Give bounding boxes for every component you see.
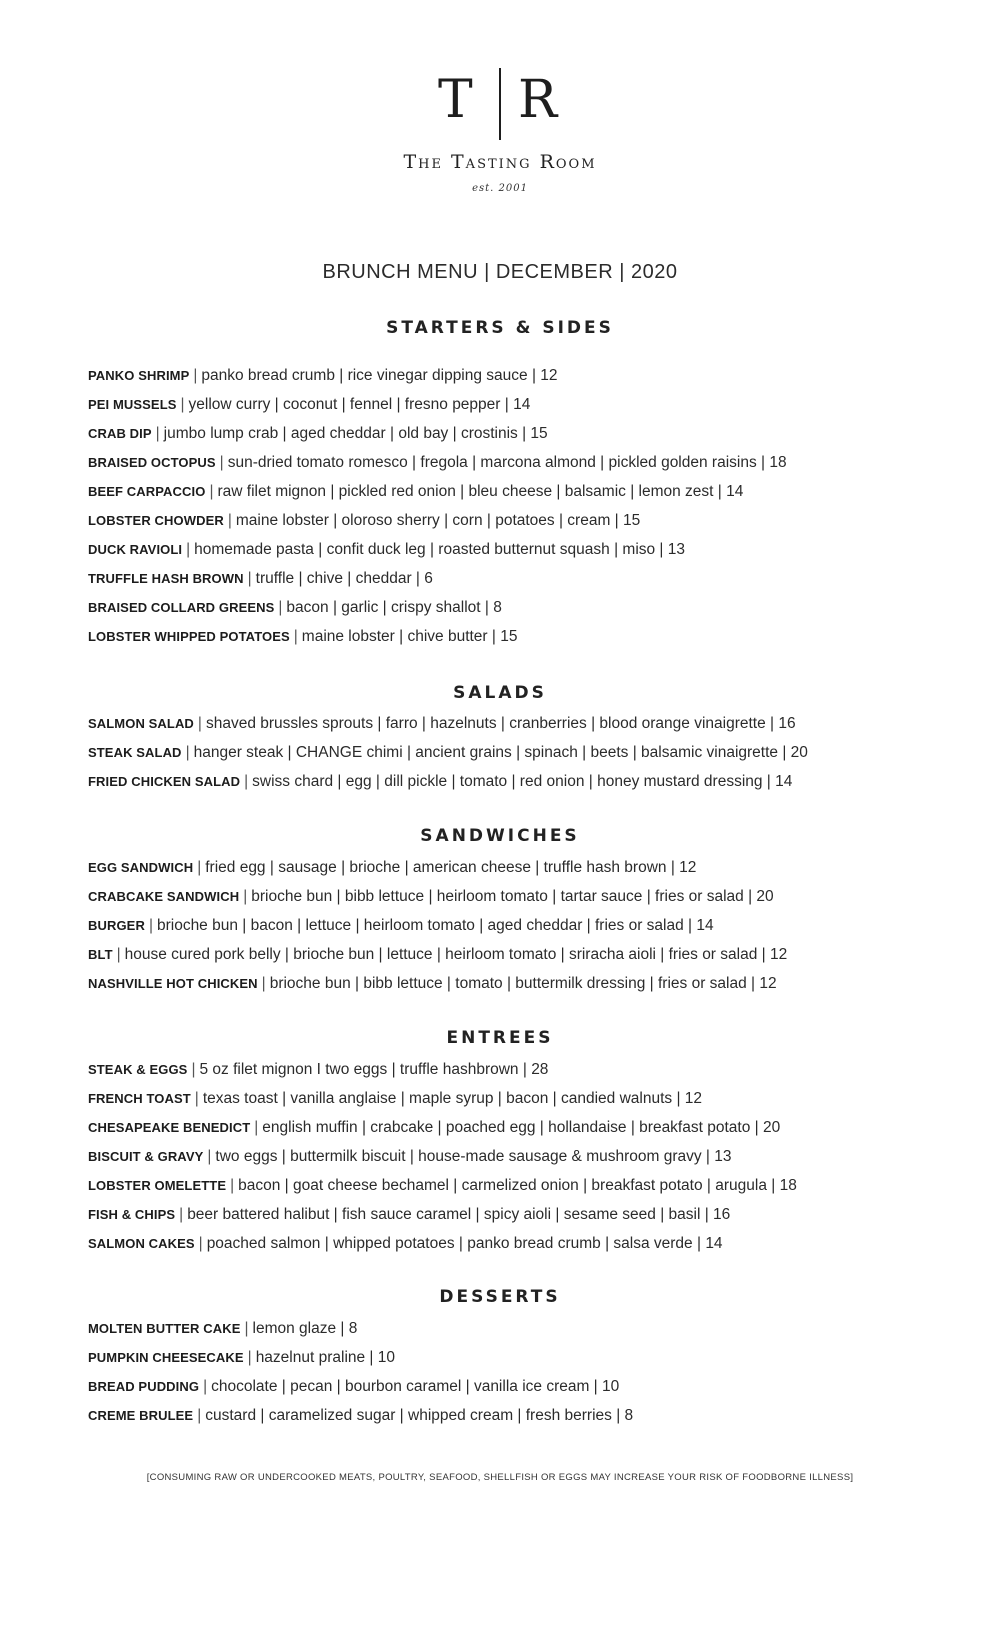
item-name: CRAB DIP	[88, 426, 152, 441]
item-description: homemade pasta | confit duck leg | roasted butternut squash | miso | 13	[194, 541, 686, 558]
menu-item: FRIED CHICKEN SALAD | swiss chard | egg | dill pickle | tomato | red onion | honey mustard dressing | 14	[88, 773, 793, 790]
item-description: truffle | chive | cheddar | 6	[255, 570, 433, 587]
item-description: chocolate | pecan | bourbon caramel | vanilla ice cream | 10	[211, 1378, 620, 1395]
item-name: CREME BRULEE	[88, 1408, 194, 1423]
item-name: BLT	[88, 947, 113, 962]
menu-item: CREME BRULEE | custard | caramelized sugar | whipped cream | fresh berries | 8	[88, 1407, 634, 1424]
menu-item: LOBSTER WHIPPED POTATOES | maine lobster | chive butter | 15	[88, 628, 518, 645]
menu-item: FISH & CHIPS | beer battered halibut | fish sauce caramel | spicy aioli | sesame seed | basil | 16	[88, 1206, 731, 1223]
item-description: house cured pork belly | brioche bun | lettuce | heirloom tomato | sriracha aioli | fries or salad | 12	[124, 946, 788, 963]
menu-item: STEAK & EGGS | 5 oz filet mignon I two eggs | truffle hashbrown | 28	[88, 1061, 549, 1078]
item-name: FRENCH TOAST	[88, 1091, 191, 1106]
item-description: shaved brussles sprouts | farro | hazelnuts | cranberries | blood orange vinaigrette | 16	[205, 715, 796, 732]
item-name: CHESAPEAKE BENEDICT	[88, 1120, 251, 1135]
item-name: BEEF CARPACCIO	[88, 484, 206, 499]
item-description: texas toast | vanilla anglaise | maple syrup | bacon | candied walnuts | 12	[202, 1090, 703, 1107]
item-description: sun-dried tomato romesco | fregola | marcona almond | pickled golden raisins | 18	[227, 454, 787, 471]
item-description: brioche bun | bibb lettuce | heirloom tomato | tartar sauce | fries or salad | 20	[251, 888, 774, 905]
item-description: bacon | goat cheese bechamel | carmelized onion | breakfast potato | arugula | 18	[238, 1177, 797, 1194]
item-description: two eggs | buttermilk biscuit | house-made sausage & mushroom gravy | 13	[215, 1148, 732, 1165]
menu-item: NASHVILLE HOT CHICKEN | brioche bun | bibb lettuce | tomato | buttermilk dressing | fries or salad | 12	[88, 975, 777, 992]
item-name: LOBSTER WHIPPED POTATOES	[88, 629, 290, 644]
item-description: fried egg | sausage | brioche | american cheese | truffle hash brown | 12	[205, 859, 697, 876]
item-name: SALMON SALAD	[88, 716, 194, 731]
item-name: CRABCAKE SANDWICH	[88, 889, 240, 904]
established-year: est. 2001	[472, 183, 528, 194]
item-name: STEAK & EGGS	[88, 1062, 188, 1077]
item-description: hazelnut praline | 10	[255, 1349, 396, 1366]
menu-item: TRUFFLE HASH BROWN | truffle | chive | cheddar | 6	[88, 570, 433, 587]
item-description: jumbo lump crab | aged cheddar | old bay | crostinis | 15	[163, 425, 548, 442]
item-description: swiss chard | egg | dill pickle | tomato | red onion | honey mustard dressing | 14	[252, 773, 793, 790]
item-name: STEAK SALAD	[88, 745, 182, 760]
logo-monogram	[0, 62, 1000, 152]
restaurant-name: The Tasting Room	[403, 151, 597, 173]
item-name: BREAD PUDDING	[88, 1379, 200, 1394]
menu-item: BRAISED OCTOPUS | sun-dried tomato romesco | fregola | marcona almond | pickled golden raisins | 18	[88, 454, 787, 471]
menu-item: FRENCH TOAST | texas toast | vanilla anglaise | maple syrup | bacon | candied walnuts | 12	[88, 1090, 703, 1107]
item-name: BRAISED COLLARD GREENS	[88, 600, 275, 615]
item-name: PEI MUSSELS	[88, 397, 177, 412]
menu-item: CRAB DIP | jumbo lump crab | aged cheddar | old bay | crostinis | 15	[88, 425, 548, 442]
item-description: panko bread crumb | rice vinegar dipping sauce | 12	[201, 367, 558, 384]
food-safety-disclaimer: [CONSUMING RAW OR UNDERCOOKED MEATS, POULTRY, SEAFOOD, SHELLFISH OR EGGS MAY INCREASE YOUR RISK OF FOODBORNE ILLNESS]	[146, 1472, 854, 1483]
logo-letter-t: T	[438, 70, 473, 130]
item-description: 5 oz filet mignon I two eggs | truffle hashbrown | 28	[199, 1061, 549, 1078]
item-name: TRUFFLE HASH BROWN	[88, 571, 244, 586]
item-name: NASHVILLE HOT CHICKEN	[88, 976, 258, 991]
item-name: MOLTEN BUTTER CAKE	[88, 1321, 241, 1336]
item-description: beer battered halibut | fish sauce caramel | spicy aioli | sesame seed | basil | 16	[187, 1206, 731, 1223]
item-description: hanger steak | CHANGE chimi | ancient grains | spinach | beets | balsamic vinaigrette | 20	[193, 744, 808, 761]
item-name: PUMPKIN CHEESECAKE	[88, 1350, 244, 1365]
item-name: BRAISED OCTOPUS	[88, 455, 216, 470]
menu-item: SALMON SALAD | shaved brussles sprouts | farro | hazelnuts | cranberries | blood orange vinaigrette | 16	[88, 715, 796, 732]
item-description: bacon | garlic | crispy shallot | 8	[286, 599, 502, 616]
item-name: DUCK RAVIOLI	[88, 542, 183, 557]
menu-item: CHESAPEAKE BENEDICT | english muffin | crabcake | poached egg | hollandaise | breakfast potato | 20	[88, 1119, 781, 1136]
menu-item: PUMPKIN CHEESECAKE | hazelnut praline | 10	[88, 1349, 396, 1366]
menu-item: BISCUIT & GRAVY | two eggs | buttermilk biscuit | house-made sausage & mushroom gravy | 13	[88, 1148, 732, 1165]
menu-title: BRUNCH MENU | DECEMBER | 2020	[322, 261, 678, 283]
section-heading-entrees: ENTREES	[446, 1028, 554, 1048]
menu-item: LOBSTER OMELETTE | bacon | goat cheese bechamel | carmelized onion | breakfast potato | arugula | 18	[88, 1177, 797, 1194]
section-heading-sandwiches: SANDWICHES	[420, 826, 580, 846]
section-heading-starters: STARTERS & SIDES	[386, 318, 614, 338]
item-description: maine lobster | oloroso sherry | corn | potatoes | cream | 15	[235, 512, 641, 529]
menu-item: LOBSTER CHOWDER | maine lobster | oloroso sherry | corn | potatoes | cream | 15	[88, 512, 641, 529]
menu-item: BURGER | brioche bun | bacon | lettuce | heirloom tomato | aged cheddar | fries or salad | 14	[88, 917, 714, 934]
item-name: FRIED CHICKEN SALAD	[88, 774, 241, 789]
item-name: LOBSTER OMELETTE	[88, 1178, 227, 1193]
logo-letter-r: R	[518, 70, 558, 130]
menu-item: SALMON CAKES | poached salmon | whipped potatoes | panko bread crumb | salsa verde | 14	[88, 1235, 723, 1252]
item-description: raw filet mignon | pickled red onion | bleu cheese | balsamic | lemon zest | 14	[217, 483, 744, 500]
item-description: poached salmon | whipped potatoes | panko bread crumb | salsa verde | 14	[206, 1235, 723, 1252]
item-description: yellow curry | coconut | fennel | fresno pepper | 14	[188, 396, 531, 413]
item-description: brioche bun | bibb lettuce | tomato | buttermilk dressing | fries or salad | 12	[269, 975, 777, 992]
item-description: custard | caramelized sugar | whipped cream | fresh berries | 8	[205, 1407, 634, 1424]
item-name: LOBSTER CHOWDER	[88, 513, 224, 528]
menu-item: PEI MUSSELS | yellow curry | coconut | fennel | fresno pepper | 14	[88, 396, 531, 413]
item-name: PANKO SHRIMP	[88, 368, 190, 383]
item-description: english muffin | crabcake | poached egg | hollandaise | breakfast potato | 20	[262, 1119, 781, 1136]
item-name: EGG SANDWICH	[88, 860, 194, 875]
menu-item: EGG SANDWICH | fried egg | sausage | brioche | american cheese | truffle hash brown | 12	[88, 859, 697, 876]
item-description: maine lobster | chive butter | 15	[301, 628, 518, 645]
item-name: SALMON CAKES	[88, 1236, 195, 1251]
item-description: lemon glaze | 8	[252, 1320, 358, 1337]
menu-item: BEEF CARPACCIO | raw filet mignon | pickled red onion | bleu cheese | balsamic | lemon zest | 14	[88, 483, 744, 500]
menu-item: CRABCAKE SANDWICH | brioche bun | bibb lettuce | heirloom tomato | tartar sauce | fries or salad | 20	[88, 888, 774, 905]
menu-item: DUCK RAVIOLI | homemade pasta | confit duck leg | roasted butternut squash | miso | 13	[88, 541, 686, 558]
section-heading-desserts: DESSERTS	[439, 1287, 561, 1307]
item-name: BISCUIT & GRAVY	[88, 1149, 204, 1164]
logo-divider	[499, 68, 501, 140]
item-name: FISH & CHIPS	[88, 1207, 176, 1222]
menu-item: MOLTEN BUTTER CAKE | lemon glaze | 8	[88, 1320, 358, 1337]
menu-item: BRAISED COLLARD GREENS | bacon | garlic | crispy shallot | 8	[88, 599, 502, 616]
menu-item: BREAD PUDDING | chocolate | pecan | bourbon caramel | vanilla ice cream | 10	[88, 1378, 620, 1395]
section-heading-salads: SALADS	[453, 683, 547, 703]
menu-item: PANKO SHRIMP | panko bread crumb | rice vinegar dipping sauce | 12	[88, 367, 558, 384]
menu-item: BLT | house cured pork belly | brioche bun | lettuce | heirloom tomato | sriracha aioli | fries or salad | 12	[88, 946, 788, 963]
menu-item: STEAK SALAD | hanger steak | CHANGE chimi | ancient grains | spinach | beets | balsamic vinaigrette | 20	[88, 744, 808, 761]
item-name: BURGER	[88, 918, 145, 933]
item-description: brioche bun | bacon | lettuce | heirloom tomato | aged cheddar | fries or salad | 14	[156, 917, 714, 934]
